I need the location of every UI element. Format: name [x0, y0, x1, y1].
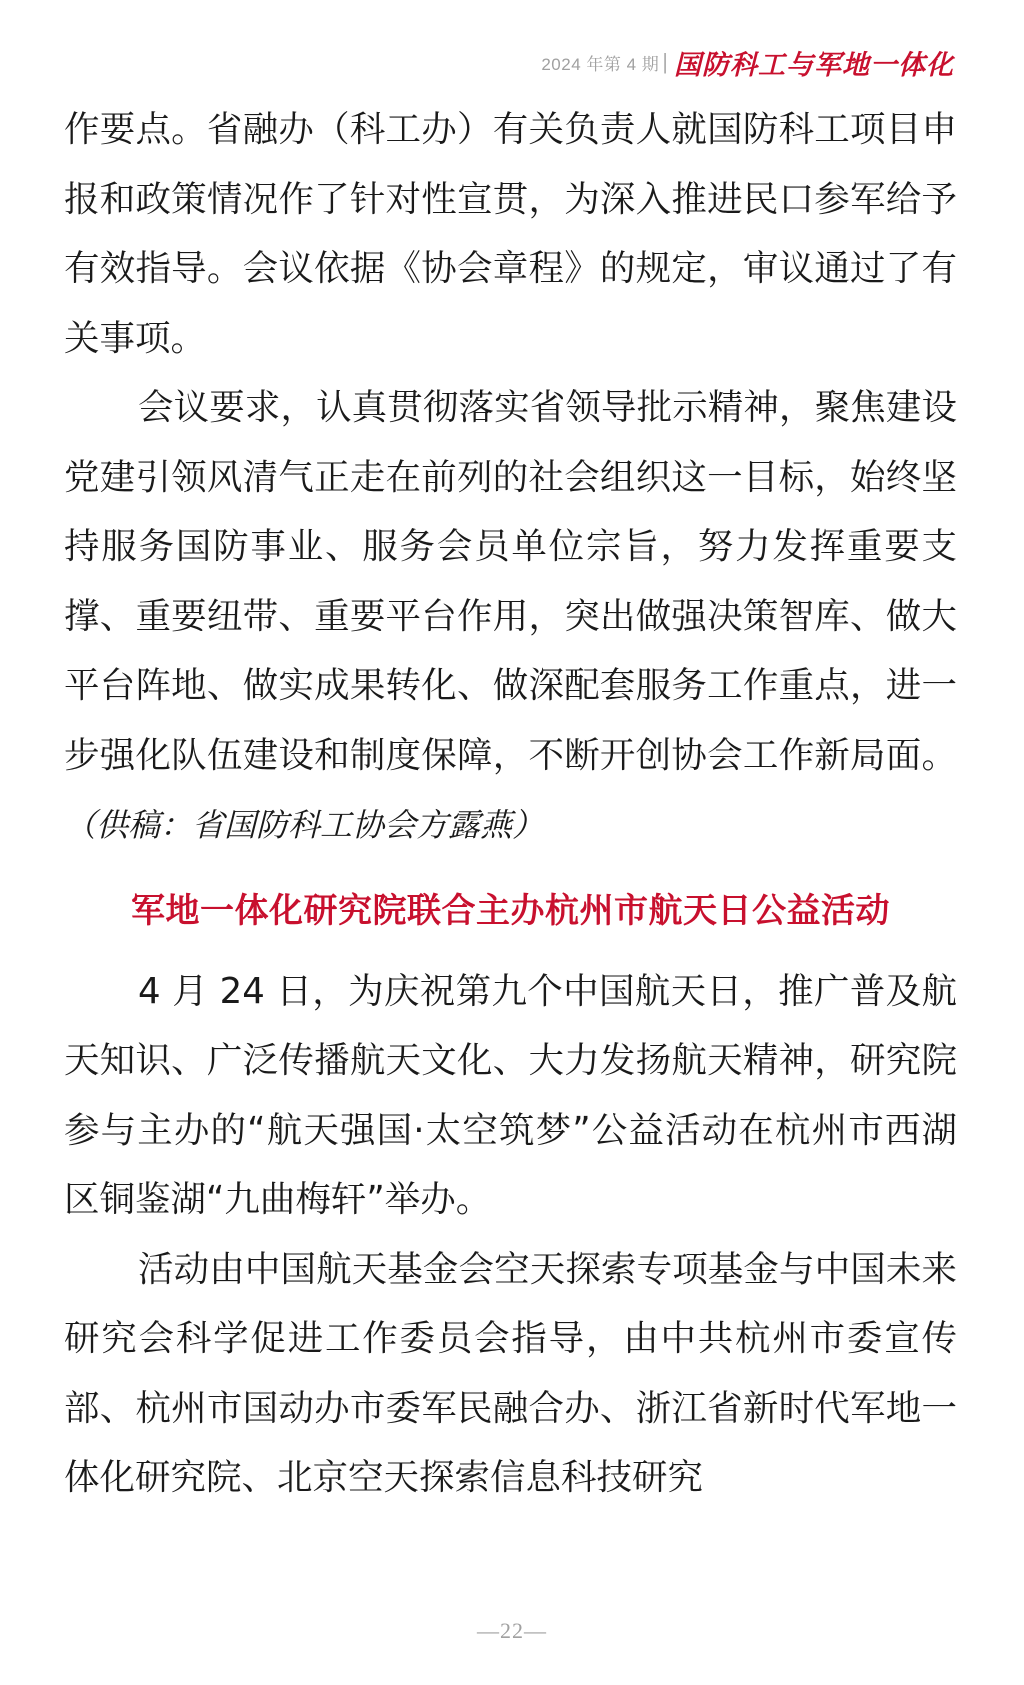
page-number: —22— [477, 1618, 547, 1643]
publication-brand: 国防科工与军地一体化 [674, 49, 954, 81]
page-content [64, 95, 957, 1513]
body-paragraph: 4 月 24 日，为庆祝第九个中国航天日，推广普及航天知识、广泛传播航天文化、大力发扬航天精神，研究院参与主办的“航天强国·太空筑梦”公益活动在杭州市西湖区铜鉴湖“九曲梅轩”举办。 [64, 970, 957, 1220]
page-header [541, 42, 954, 82]
body-paragraph [64, 373, 957, 861]
header-separator: | [662, 49, 668, 74]
body-paragraph: 作要点。省融办（科工办）有关负责人就国防科工项目申报和政策情况作了针对性宣贯，为深入推进民口参军给予有效指导。会议依据《协会章程》的规定，审议通过了有关事项。 [64, 109, 957, 359]
article-title: 军地一体化研究院联合主办杭州市航天日公益活动 [131, 890, 890, 931]
article-credit: （供稿：省国防科工协会方露燕） [64, 806, 545, 844]
body-paragraph: 活动由中国航天基金会空天探索专项基金与中国未来研究会科学促进工作委员会指导，由中共杭州市委宣传部、杭州市国动办市委军民融合办、浙江省新时代军地一体化研究院、北京空天探索信息科技研究 [64, 1248, 957, 1498]
paragraph-text: 会议要求，认真贯彻落实省领导批示精神，聚焦建设党建引领风清气正走在前列的社会组织这一目标，始终坚持服务国防事业、服务会员单位宗旨，努力发挥重要支撑、重要纽带、重要平台作用，突出做强决策智库、做大平台阵地、做实成果转化、做深配套服务工作重点，进一步强化队伍建设和制度保障，不断开创协会工作新局面。 [64, 387, 957, 776]
issue-label: 2024 年第 4 期 [541, 54, 660, 74]
